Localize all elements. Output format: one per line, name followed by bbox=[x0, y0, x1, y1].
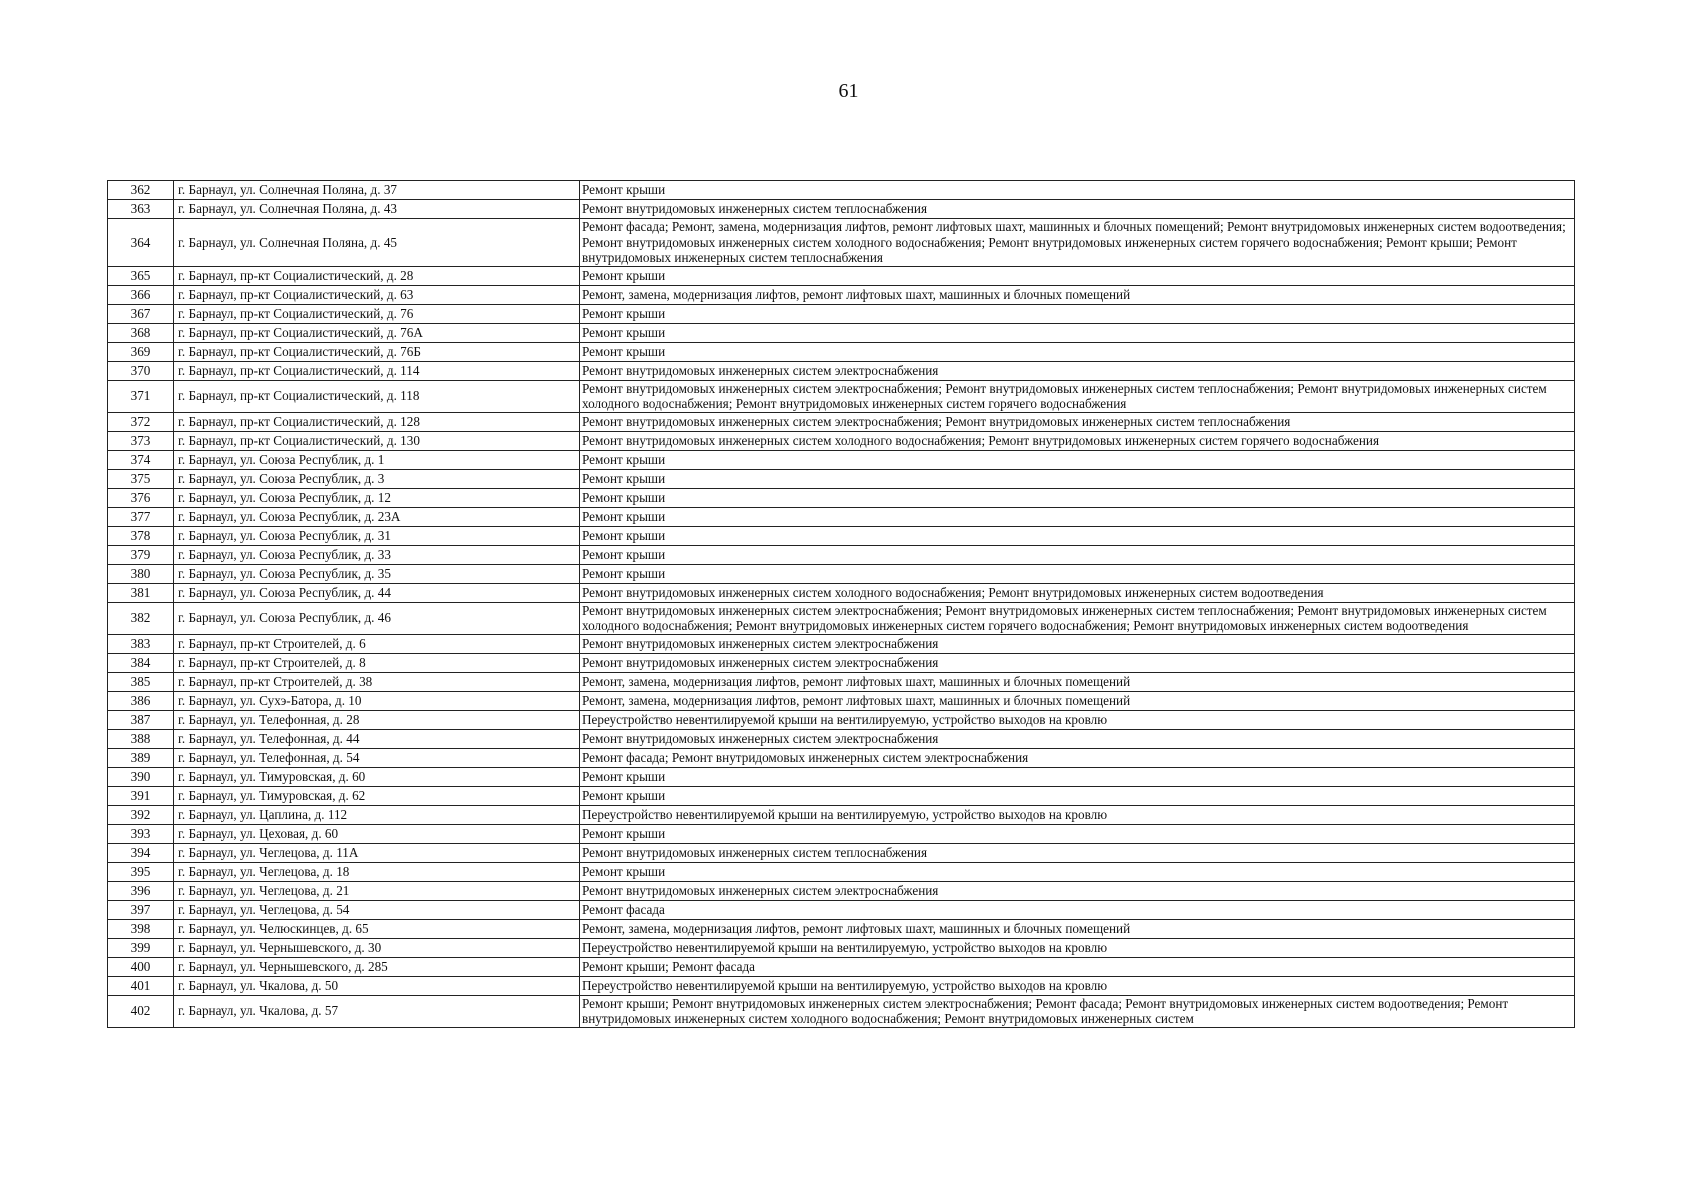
row-address: г. Барнаул, ул. Чеглецова, д. 21 bbox=[174, 881, 580, 900]
row-work-type: Ремонт крыши bbox=[580, 488, 1575, 507]
row-address: г. Барнаул, ул. Цеховая, д. 60 bbox=[174, 824, 580, 843]
table-row bbox=[108, 843, 1575, 862]
row-work-type: Ремонт внутридомовых инженерных систем электроснабжения bbox=[580, 653, 1575, 672]
table-row bbox=[108, 748, 1575, 767]
table-row bbox=[108, 200, 1575, 219]
row-work-type: Ремонт крыши bbox=[580, 181, 1575, 200]
row-number: 372 bbox=[108, 412, 174, 431]
table-body bbox=[108, 181, 1575, 1028]
row-address: г. Барнаул, ул. Чернышевского, д. 285 bbox=[174, 957, 580, 976]
row-number: 388 bbox=[108, 729, 174, 748]
row-number: 393 bbox=[108, 824, 174, 843]
table-row bbox=[108, 431, 1575, 450]
table-row bbox=[108, 266, 1575, 285]
row-address: г. Барнаул, ул. Челюскинцев, д. 65 bbox=[174, 919, 580, 938]
row-number: 364 bbox=[108, 219, 174, 267]
row-number: 391 bbox=[108, 786, 174, 805]
row-address: г. Барнаул, ул. Союза Республик, д. 23А bbox=[174, 507, 580, 526]
row-address: г. Барнаул, ул. Телефонная, д. 28 bbox=[174, 710, 580, 729]
table-row bbox=[108, 412, 1575, 431]
table-row bbox=[108, 862, 1575, 881]
row-address: г. Барнаул, пр-кт Социалистический, д. 130 bbox=[174, 431, 580, 450]
table-row bbox=[108, 545, 1575, 564]
table-row bbox=[108, 469, 1575, 488]
row-work-type: Ремонт крыши bbox=[580, 450, 1575, 469]
table-row bbox=[108, 634, 1575, 653]
row-number: 398 bbox=[108, 919, 174, 938]
row-address: г. Барнаул, пр-кт Строителей, д. 6 bbox=[174, 634, 580, 653]
table-row bbox=[108, 526, 1575, 545]
row-number: 402 bbox=[108, 995, 174, 1027]
row-number: 380 bbox=[108, 564, 174, 583]
row-work-type: Ремонт фасада; Ремонт, замена, модернизация лифтов, ремонт лифтовых шахт, машинных и блочных помещений; Ремонт внутридомовых инженерных систем водоотведения; Ремонт внутридомовых инженерных систем холодного водоснабжения; Ремонт внутридомовых инженерных систем горячего водоснабжения; Ремонт крыши; Ремонт внутридомовых инженерных систем теплоснабжения bbox=[580, 219, 1575, 267]
row-address: г. Барнаул, ул. Солнечная Поляна, д. 43 bbox=[174, 200, 580, 219]
row-work-type: Переустройство невентилируемой крыши на вентилируемую, устройство выходов на кровлю bbox=[580, 805, 1575, 824]
row-work-type: Ремонт внутридомовых инженерных систем холодного водоснабжения; Ремонт внутридомовых инженерных систем горячего водоснабжения bbox=[580, 431, 1575, 450]
row-work-type: Ремонт внутридомовых инженерных систем электроснабжения; Ремонт внутридомовых инженерных систем теплоснабжения; Ремонт внутридомовых инженерных систем холодного водоснабжения; Ремонт внутридомовых инженерных систем горячего водоснабжения; Ремонт внутридомовых инженерных систем водоотведения bbox=[580, 602, 1575, 634]
row-work-type: Ремонт, замена, модернизация лифтов, ремонт лифтовых шахт, машинных и блочных помещений bbox=[580, 285, 1575, 304]
row-work-type: Ремонт крыши; Ремонт фасада bbox=[580, 957, 1575, 976]
row-address: г. Барнаул, пр-кт Социалистический, д. 63 bbox=[174, 285, 580, 304]
row-address: г. Барнаул, ул. Союза Республик, д. 1 bbox=[174, 450, 580, 469]
row-address: г. Барнаул, пр-кт Социалистический, д. 114 bbox=[174, 361, 580, 380]
works-table bbox=[107, 180, 1575, 1028]
table-row bbox=[108, 995, 1575, 1027]
row-number: 378 bbox=[108, 526, 174, 545]
row-work-type: Ремонт крыши bbox=[580, 862, 1575, 881]
row-number: 392 bbox=[108, 805, 174, 824]
table-row bbox=[108, 285, 1575, 304]
row-address: г. Барнаул, пр-кт Социалистический, д. 28 bbox=[174, 266, 580, 285]
row-number: 396 bbox=[108, 881, 174, 900]
row-number: 400 bbox=[108, 957, 174, 976]
row-address: г. Барнаул, ул. Тимуровская, д. 62 bbox=[174, 786, 580, 805]
row-number: 387 bbox=[108, 710, 174, 729]
row-address: г. Барнаул, ул. Союза Республик, д. 33 bbox=[174, 545, 580, 564]
row-work-type: Ремонт внутридомовых инженерных систем холодного водоснабжения; Ремонт внутридомовых инженерных систем водоотведения bbox=[580, 583, 1575, 602]
row-address: г. Барнаул, ул. Союза Республик, д. 31 bbox=[174, 526, 580, 545]
row-address: г. Барнаул, ул. Союза Республик, д. 12 bbox=[174, 488, 580, 507]
row-work-type: Ремонт крыши; Ремонт внутридомовых инженерных систем электроснабжения; Ремонт фасада; Ремонт внутридомовых инженерных систем водоотведения; Ремонт внутридомовых инженерных систем холодного водоснабжения; Ремонт внутридомовых инженерных систем bbox=[580, 995, 1575, 1027]
row-work-type: Переустройство невентилируемой крыши на вентилируемую, устройство выходов на кровлю bbox=[580, 710, 1575, 729]
row-address: г. Барнаул, ул. Цаплина, д. 112 bbox=[174, 805, 580, 824]
table-row bbox=[108, 361, 1575, 380]
row-work-type: Ремонт внутридомовых инженерных систем электроснабжения bbox=[580, 729, 1575, 748]
row-work-type: Ремонт, замена, модернизация лифтов, ремонт лифтовых шахт, машинных и блочных помещений bbox=[580, 672, 1575, 691]
row-work-type: Ремонт крыши bbox=[580, 266, 1575, 285]
row-number: 374 bbox=[108, 450, 174, 469]
row-address: г. Барнаул, ул. Союза Республик, д. 44 bbox=[174, 583, 580, 602]
row-work-type: Переустройство невентилируемой крыши на вентилируемую, устройство выходов на кровлю bbox=[580, 938, 1575, 957]
row-address: г. Барнаул, пр-кт Социалистический, д. 76А bbox=[174, 323, 580, 342]
row-number: 370 bbox=[108, 361, 174, 380]
row-address: г. Барнаул, пр-кт Социалистический, д. 76 bbox=[174, 304, 580, 323]
table-row bbox=[108, 323, 1575, 342]
row-work-type: Ремонт внутридомовых инженерных систем электроснабжения; Ремонт внутридомовых инженерных систем теплоснабжения bbox=[580, 412, 1575, 431]
row-work-type: Ремонт, замена, модернизация лифтов, ремонт лифтовых шахт, машинных и блочных помещений bbox=[580, 691, 1575, 710]
row-number: 365 bbox=[108, 266, 174, 285]
row-work-type: Ремонт крыши bbox=[580, 824, 1575, 843]
row-number: 363 bbox=[108, 200, 174, 219]
table-row bbox=[108, 976, 1575, 995]
table-row bbox=[108, 710, 1575, 729]
table-row bbox=[108, 507, 1575, 526]
row-address: г. Барнаул, ул. Телефонная, д. 44 bbox=[174, 729, 580, 748]
row-address: г. Барнаул, пр-кт Строителей, д. 38 bbox=[174, 672, 580, 691]
row-number: 385 bbox=[108, 672, 174, 691]
table-row bbox=[108, 824, 1575, 843]
row-work-type: Ремонт крыши bbox=[580, 323, 1575, 342]
row-number: 381 bbox=[108, 583, 174, 602]
row-address: г. Барнаул, ул. Чеглецова, д. 11А bbox=[174, 843, 580, 862]
table-row bbox=[108, 181, 1575, 200]
table-row bbox=[108, 564, 1575, 583]
table-row bbox=[108, 219, 1575, 267]
table-row bbox=[108, 488, 1575, 507]
row-number: 366 bbox=[108, 285, 174, 304]
row-address: г. Барнаул, ул. Тимуровская, д. 60 bbox=[174, 767, 580, 786]
row-work-type: Ремонт крыши bbox=[580, 469, 1575, 488]
row-number: 371 bbox=[108, 380, 174, 412]
row-number: 367 bbox=[108, 304, 174, 323]
row-work-type: Ремонт внутридомовых инженерных систем электроснабжения bbox=[580, 634, 1575, 653]
row-address: г. Барнаул, ул. Чкалова, д. 57 bbox=[174, 995, 580, 1027]
row-address: г. Барнаул, ул. Союза Республик, д. 35 bbox=[174, 564, 580, 583]
row-address: г. Барнаул, ул. Солнечная Поляна, д. 45 bbox=[174, 219, 580, 267]
row-number: 386 bbox=[108, 691, 174, 710]
row-number: 384 bbox=[108, 653, 174, 672]
row-address: г. Барнаул, ул. Чернышевского, д. 30 bbox=[174, 938, 580, 957]
row-address: г. Барнаул, пр-кт Социалистический, д. 128 bbox=[174, 412, 580, 431]
table-row bbox=[108, 919, 1575, 938]
table-row bbox=[108, 729, 1575, 748]
row-work-type: Ремонт, замена, модернизация лифтов, ремонт лифтовых шахт, машинных и блочных помещений bbox=[580, 919, 1575, 938]
row-work-type: Ремонт крыши bbox=[580, 545, 1575, 564]
table-row bbox=[108, 450, 1575, 469]
table-row bbox=[108, 767, 1575, 786]
row-number: 397 bbox=[108, 900, 174, 919]
table-row bbox=[108, 304, 1575, 323]
row-number: 376 bbox=[108, 488, 174, 507]
row-work-type: Ремонт внутридомовых инженерных систем электроснабжения; Ремонт внутридомовых инженерных систем теплоснабжения; Ремонт внутридомовых инженерных систем холодного водоснабжения; Ремонт внутридомовых инженерных систем горячего водоснабжения bbox=[580, 380, 1575, 412]
table-row bbox=[108, 900, 1575, 919]
row-work-type: Ремонт крыши bbox=[580, 526, 1575, 545]
row-address: г. Барнаул, ул. Солнечная Поляна, д. 37 bbox=[174, 181, 580, 200]
row-number: 395 bbox=[108, 862, 174, 881]
row-number: 401 bbox=[108, 976, 174, 995]
row-address: г. Барнаул, ул. Чкалова, д. 50 bbox=[174, 976, 580, 995]
table-row bbox=[108, 691, 1575, 710]
row-address: г. Барнаул, ул. Союза Республик, д. 3 bbox=[174, 469, 580, 488]
row-number: 382 bbox=[108, 602, 174, 634]
row-number: 390 bbox=[108, 767, 174, 786]
row-work-type: Ремонт внутридомовых инженерных систем электроснабжения bbox=[580, 881, 1575, 900]
row-number: 373 bbox=[108, 431, 174, 450]
row-work-type: Ремонт внутридомовых инженерных систем теплоснабжения bbox=[580, 843, 1575, 862]
row-number: 379 bbox=[108, 545, 174, 564]
row-address: г. Барнаул, ул. Чеглецова, д. 18 bbox=[174, 862, 580, 881]
row-work-type: Переустройство невентилируемой крыши на вентилируемую, устройство выходов на кровлю bbox=[580, 976, 1575, 995]
row-work-type: Ремонт внутридомовых инженерных систем теплоснабжения bbox=[580, 200, 1575, 219]
row-address: г. Барнаул, пр-кт Социалистический, д. 118 bbox=[174, 380, 580, 412]
table-row bbox=[108, 380, 1575, 412]
table-row bbox=[108, 583, 1575, 602]
row-number: 375 bbox=[108, 469, 174, 488]
row-address: г. Барнаул, пр-кт Социалистический, д. 76Б bbox=[174, 342, 580, 361]
row-work-type: Ремонт крыши bbox=[580, 767, 1575, 786]
row-number: 399 bbox=[108, 938, 174, 957]
row-address: г. Барнаул, ул. Чеглецова, д. 54 bbox=[174, 900, 580, 919]
row-number: 369 bbox=[108, 342, 174, 361]
table-row bbox=[108, 938, 1575, 957]
table-row bbox=[108, 805, 1575, 824]
table-row bbox=[108, 342, 1575, 361]
table-row bbox=[108, 602, 1575, 634]
row-work-type: Ремонт фасада bbox=[580, 900, 1575, 919]
row-work-type: Ремонт фасада; Ремонт внутридомовых инженерных систем электроснабжения bbox=[580, 748, 1575, 767]
row-number: 368 bbox=[108, 323, 174, 342]
table-row bbox=[108, 786, 1575, 805]
row-number: 394 bbox=[108, 843, 174, 862]
row-number: 377 bbox=[108, 507, 174, 526]
row-number: 383 bbox=[108, 634, 174, 653]
row-work-type: Ремонт крыши bbox=[580, 564, 1575, 583]
row-work-type: Ремонт внутридомовых инженерных систем электроснабжения bbox=[580, 361, 1575, 380]
row-work-type: Ремонт крыши bbox=[580, 507, 1575, 526]
row-number: 389 bbox=[108, 748, 174, 767]
table-row bbox=[108, 957, 1575, 976]
row-address: г. Барнаул, ул. Телефонная, д. 54 bbox=[174, 748, 580, 767]
row-number: 362 bbox=[108, 181, 174, 200]
table-row bbox=[108, 653, 1575, 672]
row-work-type: Ремонт крыши bbox=[580, 786, 1575, 805]
row-address: г. Барнаул, пр-кт Строителей, д. 8 bbox=[174, 653, 580, 672]
table-row bbox=[108, 672, 1575, 691]
table-row bbox=[108, 881, 1575, 900]
row-work-type: Ремонт крыши bbox=[580, 304, 1575, 323]
row-address: г. Барнаул, ул. Союза Республик, д. 46 bbox=[174, 602, 580, 634]
row-work-type: Ремонт крыши bbox=[580, 342, 1575, 361]
page-number: 61 bbox=[838, 80, 859, 102]
row-address: г. Барнаул, ул. Сухэ-Батора, д. 10 bbox=[174, 691, 580, 710]
